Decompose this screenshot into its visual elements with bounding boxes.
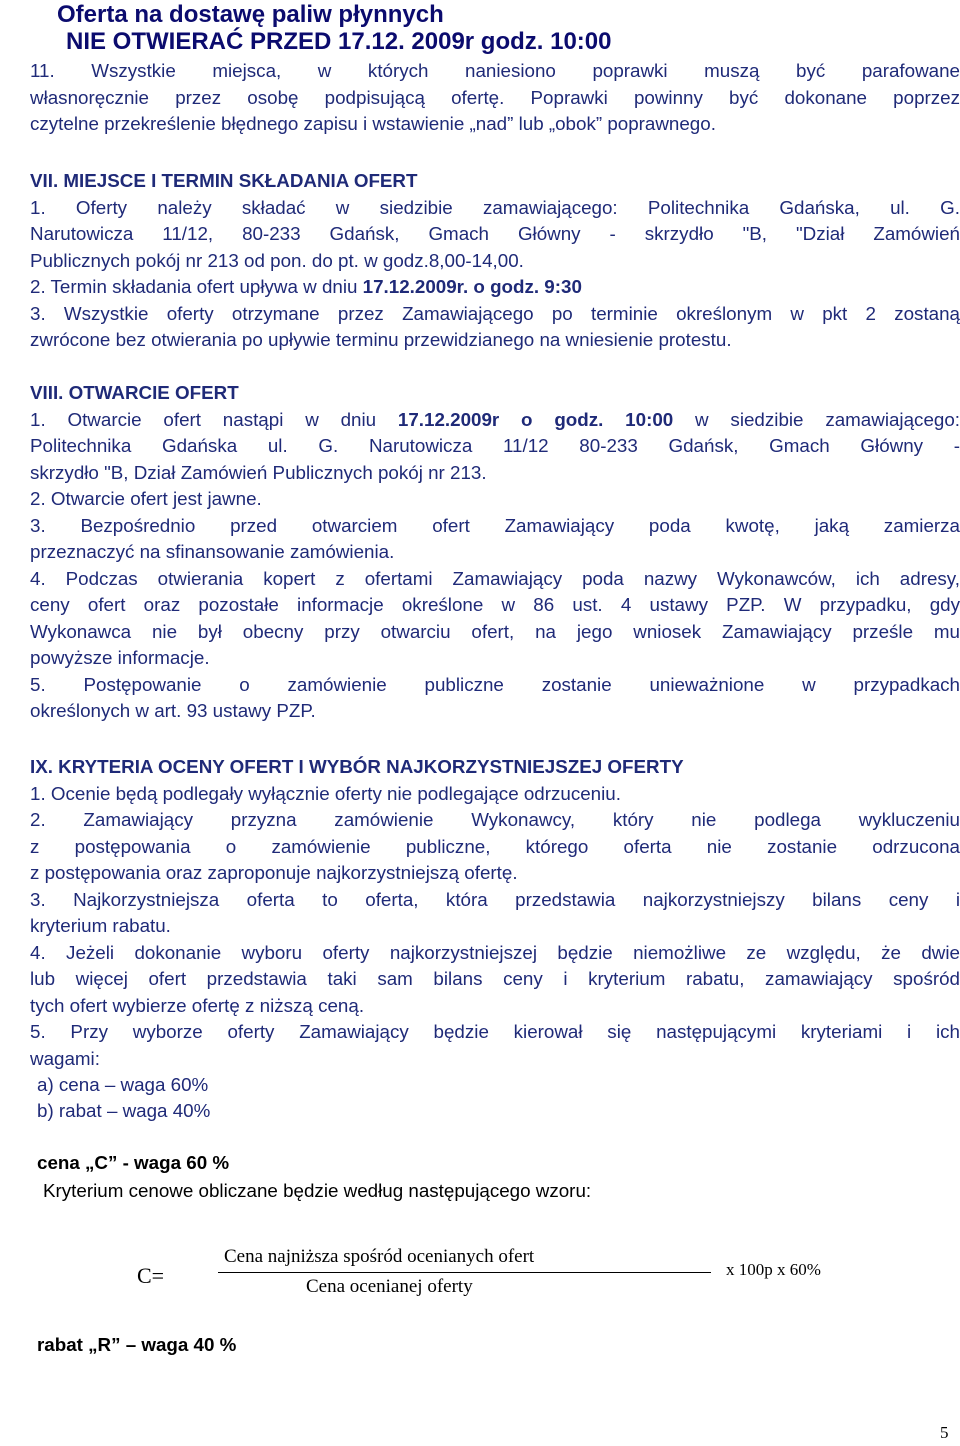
paragraph-line: 4. Jeżeli dokonanie wyboru oferty najkorzystniejszej będzie niemożliwe ze względu, że dwie — [30, 941, 960, 963]
cena-heading: cena „C” - waga 60 % — [37, 1152, 230, 1173]
formula-numerator: Cena najniższa spośród ocenianych ofert — [224, 1246, 535, 1267]
paragraph-line: 11. Wszystkie miejsca, w których naniesiono poprawki muszą być parafowane — [30, 60, 960, 81]
paragraph-line: skrzydło "B, Dział Zamówień Publicznych pokój nr 213. — [30, 461, 487, 483]
document-subtitle: NIE OTWIERAĆ PRZED 17.12. 2009r godz. 10:00 — [66, 28, 612, 55]
paragraph-line: z postępowania oraz zaproponuje najkorzystniejszą ofertę. — [30, 862, 518, 883]
item-text: w siedzibie zamawiającego: — [673, 408, 960, 430]
section-heading: VII. MIEJSCE I TERMIN SKŁADANIA OFERT — [30, 170, 418, 191]
formula-multiplier: x 100p x 60% — [726, 1260, 821, 1279]
section-ix — [30, 754, 960, 1072]
item-text: 1. Otwarcie ofert nastąpi w dniu — [30, 408, 398, 430]
paragraph-line: 4. Podczas otwierania kopert z ofertami Zamawiający poda nazwy Wykonawców, ich adresy, — [30, 567, 960, 589]
paragraph-line: 3. Bezpośrednio przed otwarciem ofert Zamawiający poda kwotę, jaką zamierza — [30, 514, 960, 536]
section-heading: IX. KRYTERIA OCENY OFERT I WYBÓR NAJKORZYSTNIEJSZEJ OFERTY — [30, 756, 684, 777]
paragraph-line: 1. Ocenie będą podlegały wyłącznie oferty nie podlegające odrzuceniu. — [30, 782, 621, 804]
paragraph-line: Politechnika Gdańska ul. G. Narutowicza 11/12 80-233 Gdańsk, Gmach Główny - — [30, 435, 960, 456]
paragraph-line: Wykonawca nie był obecny przy otwarciu ofert, na jego wniosek Zamawiający prześle mu — [30, 620, 960, 642]
paragraph-line: powyższe informacje. — [30, 647, 210, 668]
paragraph-line: przeznaczyć na sfinansowanie zamówienia. — [30, 541, 395, 562]
paragraph-line: ceny ofert oraz pozostałe informacje określone w 86 ust. 4 ustawy PZP. W przypadku, gdy — [30, 594, 960, 615]
list-item — [30, 407, 960, 434]
paragraph-line: własnoręcznie przez osobę podpisującą ofertę. Poprawki powinny być dokonane poprzez — [30, 86, 960, 108]
criterion-a: a) cena – waga 60% — [37, 1074, 209, 1095]
item-text: 2. Termin składania ofert upływa w dniu — [30, 276, 363, 297]
section-vii — [30, 168, 960, 354]
paragraph-line: 2. Zamawiający przyzna zamówienie Wykonawcy, który nie podlega wykluczeniu — [30, 809, 960, 830]
formula-denominator: Cena ocenianej oferty — [306, 1276, 473, 1297]
deadline-text: 17.12.2009r. o godz. 9:30 — [362, 276, 582, 297]
paragraph-line: 3. Wszystkie oferty otrzymane przez Zamawiającego po terminie określonym w pkt 2 zostaną — [30, 302, 960, 324]
paragraph-line: 5. Przy wyborze oferty Zamawiający będzie kierował się następującymi kryteriami i ich — [30, 1021, 960, 1042]
criterion-b: b) rabat – waga 40% — [37, 1100, 211, 1121]
paragraph-line: tych ofert wybierze ofertę z niższą ceną. — [30, 994, 365, 1016]
cena-description: Kryterium cenowe obliczane będzie według następującego wzoru: — [43, 1180, 592, 1201]
fraction-line — [218, 1272, 711, 1273]
paragraph-line: czytelne przekreślenie błędnego zapisu i wstawienie „nad” lub „obok” poprawnego. — [30, 113, 716, 134]
paragraph-line: 2. Otwarcie ofert jest jawne. — [30, 488, 262, 509]
list-item — [30, 274, 960, 301]
paragraph-line: 3. Najkorzystniejsza oferta to oferta, która przedstawia najkorzystniejszy bilans ceny i — [30, 888, 960, 910]
document-title: Oferta na dostawę paliw płynnych — [57, 1, 444, 28]
rabat-heading: rabat „R” – waga 40 % — [37, 1334, 237, 1355]
paragraph-line: z postępowania o zamówienie publiczne, którego oferta nie zostanie odrzucona — [30, 835, 960, 857]
section-heading: VIII. OTWARCIE OFERT — [30, 382, 239, 403]
paragraph-line: 1. Oferty należy składać w siedzibie zamawiającego: Politechnika Gdańska, ul. G. — [30, 196, 960, 218]
paragraph-line: wagami: — [30, 1047, 100, 1069]
paragraph-line: zwrócone bez otwierania po upływie terminu przewidzianego na wniesienie protestu. — [30, 329, 732, 350]
paragraph-line: Publicznych pokój nr 213 od pon. do pt. w godz.8,00-14,00. — [30, 249, 524, 271]
formula-lhs: C= — [137, 1263, 165, 1288]
opening-date: 17.12.2009r o godz. 10:00 — [397, 408, 674, 430]
paragraph-line: 5. Postępowanie o zamówienie publiczne zostanie unieważnione w przypadkach — [30, 673, 960, 695]
paragraph-line: Narutowicza 11/12, 80-233 Gdańsk, Gmach Główny - skrzydło "B, "Dział Zamówień — [30, 223, 960, 244]
section-viii — [30, 380, 960, 725]
paragraph-11 — [30, 58, 960, 138]
page-number: 5 — [940, 1423, 949, 1442]
paragraph-line: określonych w art. 93 ustawy PZP. — [30, 700, 316, 721]
paragraph-line: kryterium rabatu. — [30, 915, 171, 936]
paragraph-line: lub więcej ofert przedstawia taki sam bilans ceny i kryterium rabatu, zamawiający spośród — [30, 968, 960, 989]
